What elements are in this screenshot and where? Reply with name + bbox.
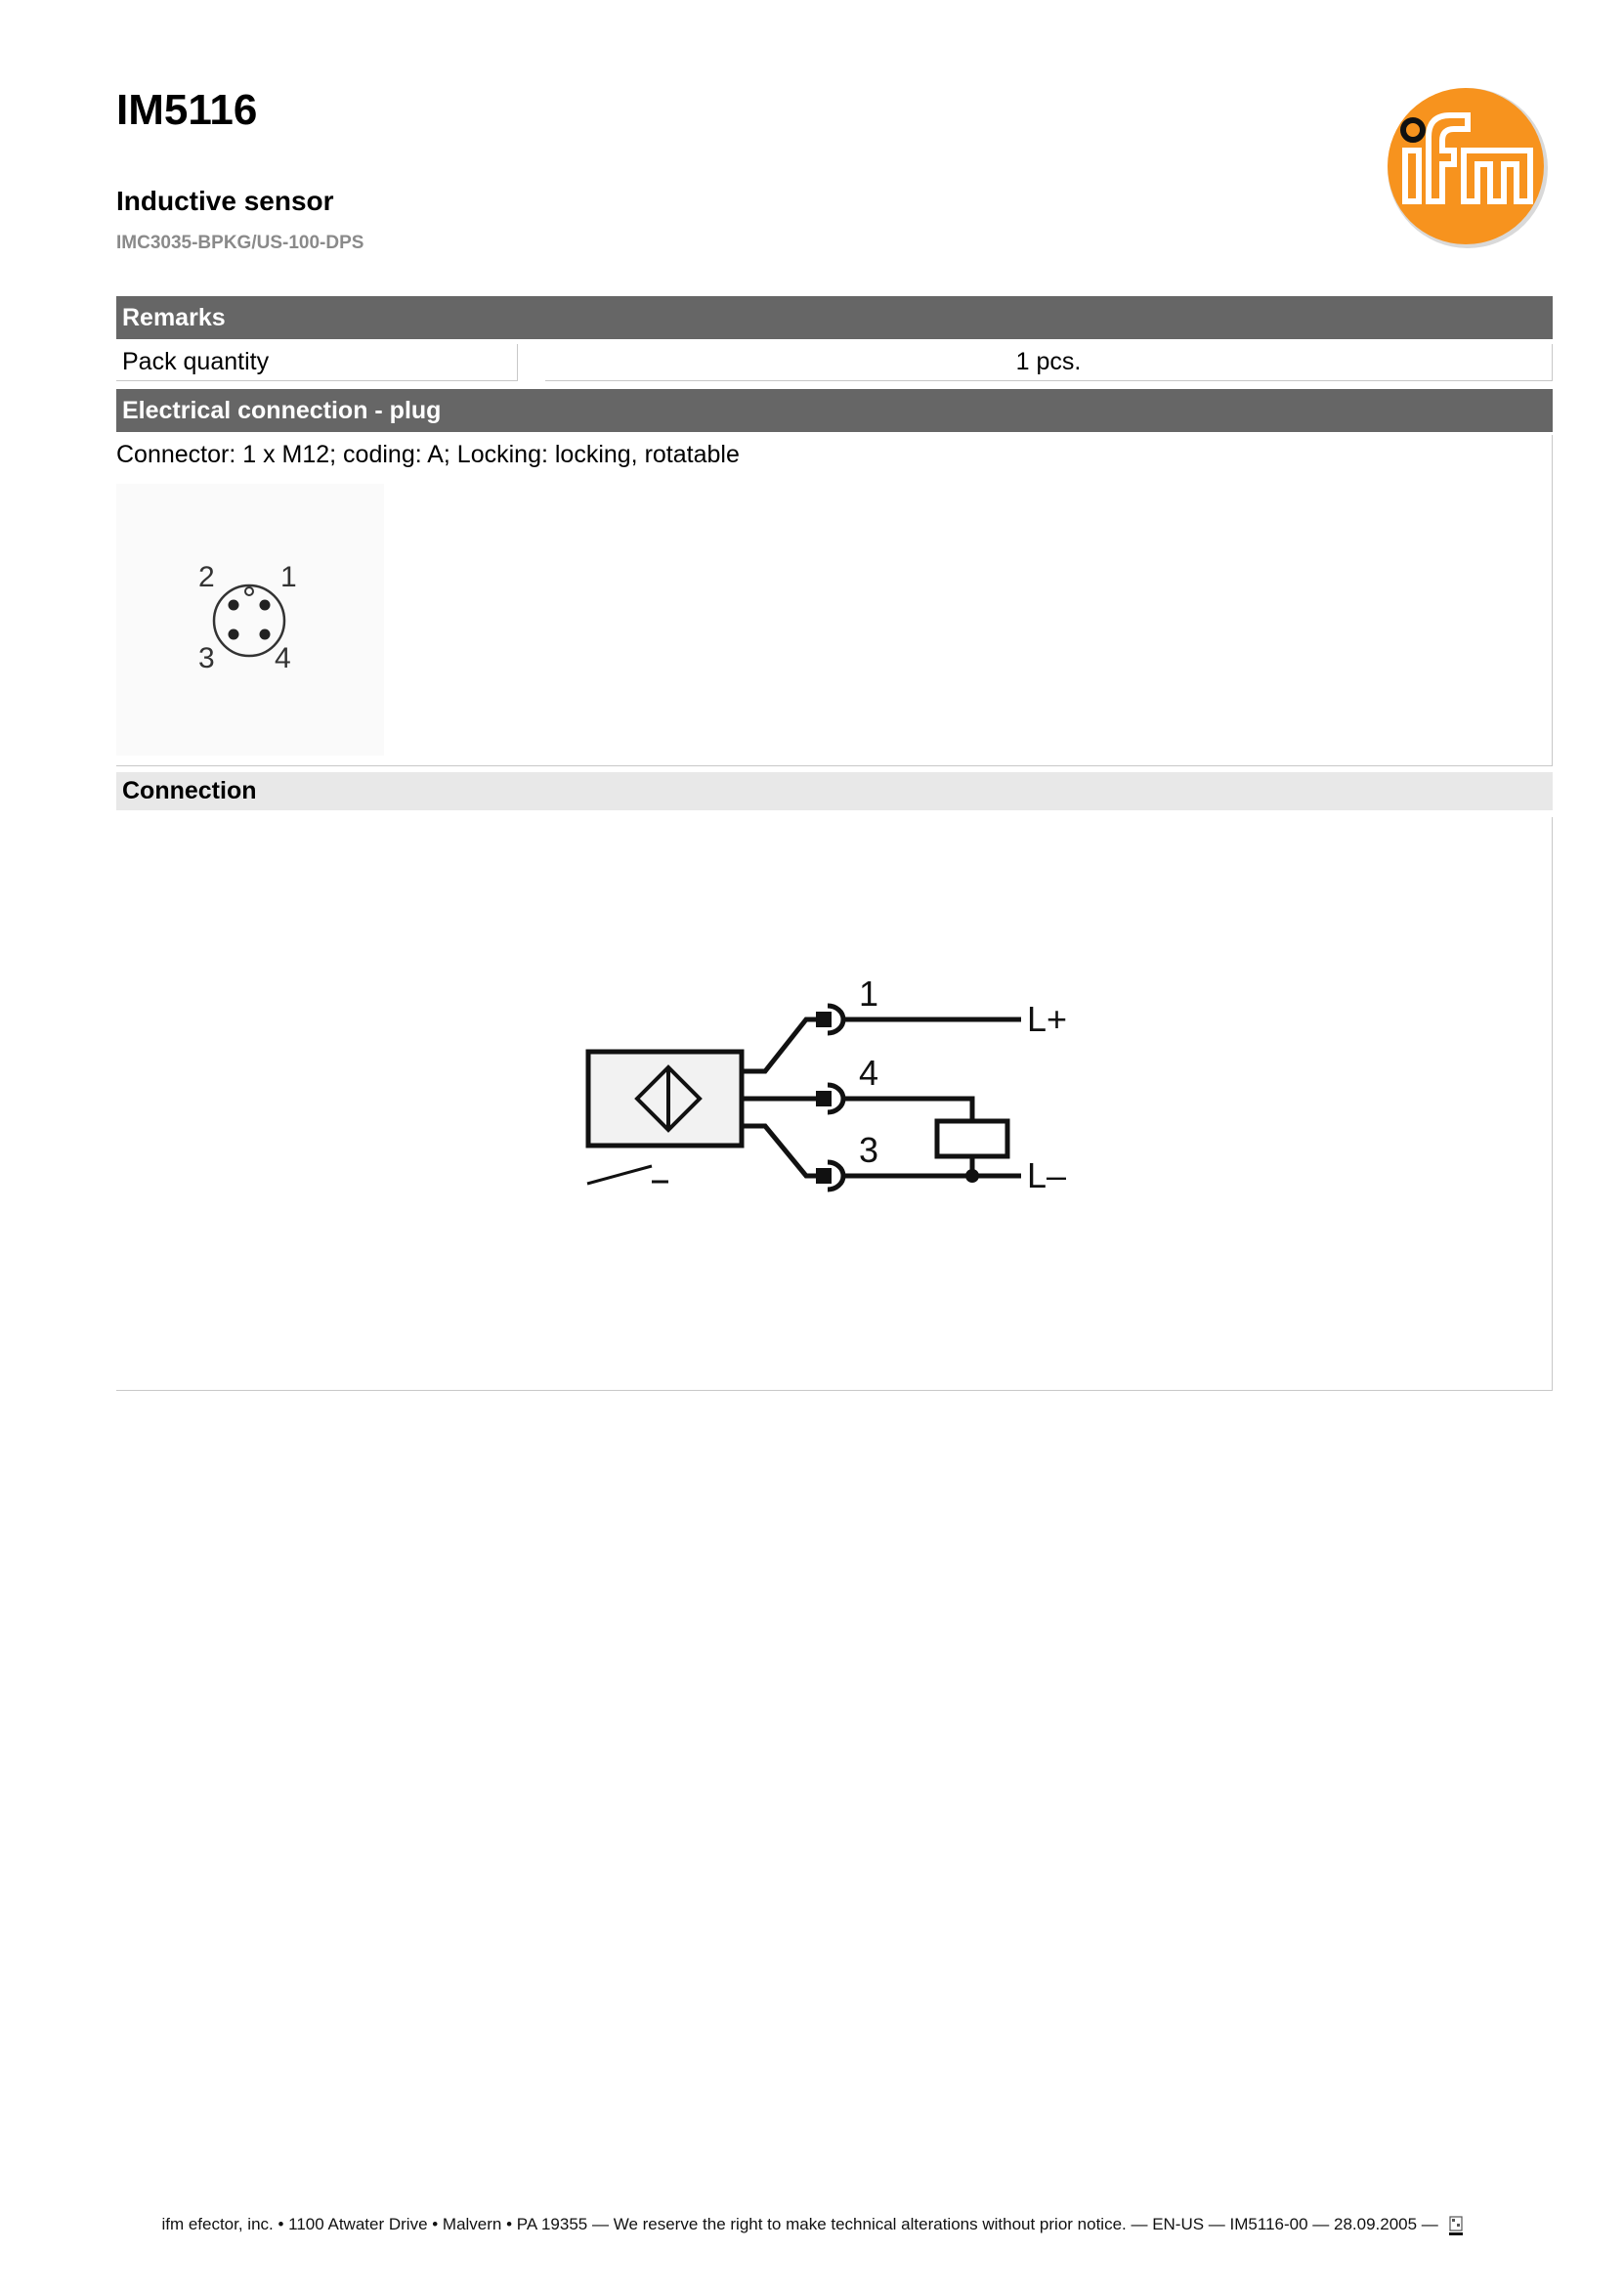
- electrical-connection-heading: Electrical connection - plug: [116, 389, 1553, 432]
- connection-heading: Connection: [116, 772, 1553, 810]
- pin-label: 4: [275, 642, 291, 674]
- pin-label: 2: [198, 561, 215, 593]
- product-title: IM5116: [116, 86, 258, 134]
- pin-1-label: 1: [859, 974, 879, 1014]
- ifm-logo: [1386, 86, 1550, 250]
- pin-3-label: 3: [859, 1130, 879, 1170]
- remarks-heading: Remarks: [116, 296, 1553, 339]
- document-icon: [1449, 2216, 1463, 2235]
- pin-4-label: 4: [859, 1053, 879, 1093]
- supply-negative-label: L–: [1027, 1155, 1067, 1195]
- pack-quantity-label: Pack quantity: [116, 344, 518, 381]
- footer: [0, 2215, 1624, 2235]
- product-subtitle: Inductive sensor: [116, 186, 334, 216]
- wiring-diagram: [581, 973, 1090, 1207]
- connector-description: Connector: 1 x M12; coding: A; Locking: locking, rotatable: [116, 441, 740, 468]
- footer-text: ifm efector, inc. • 1100 Atwater Drive • Malvern • PA 19355 — We reserve the right to make technical alterations without prior notice. — EN-US — IM5116-00 — 28.09.2005 —: [161, 2215, 1438, 2233]
- article-code: IMC3035-BPKG/US-100-DPS: [116, 233, 364, 253]
- pin-label: 3: [198, 642, 215, 674]
- supply-positive-label: L+: [1027, 999, 1068, 1039]
- pin-label: 1: [280, 561, 297, 593]
- m12-pinout-diagram: [116, 484, 384, 756]
- pack-quantity-value: 1 pcs.: [545, 344, 1553, 381]
